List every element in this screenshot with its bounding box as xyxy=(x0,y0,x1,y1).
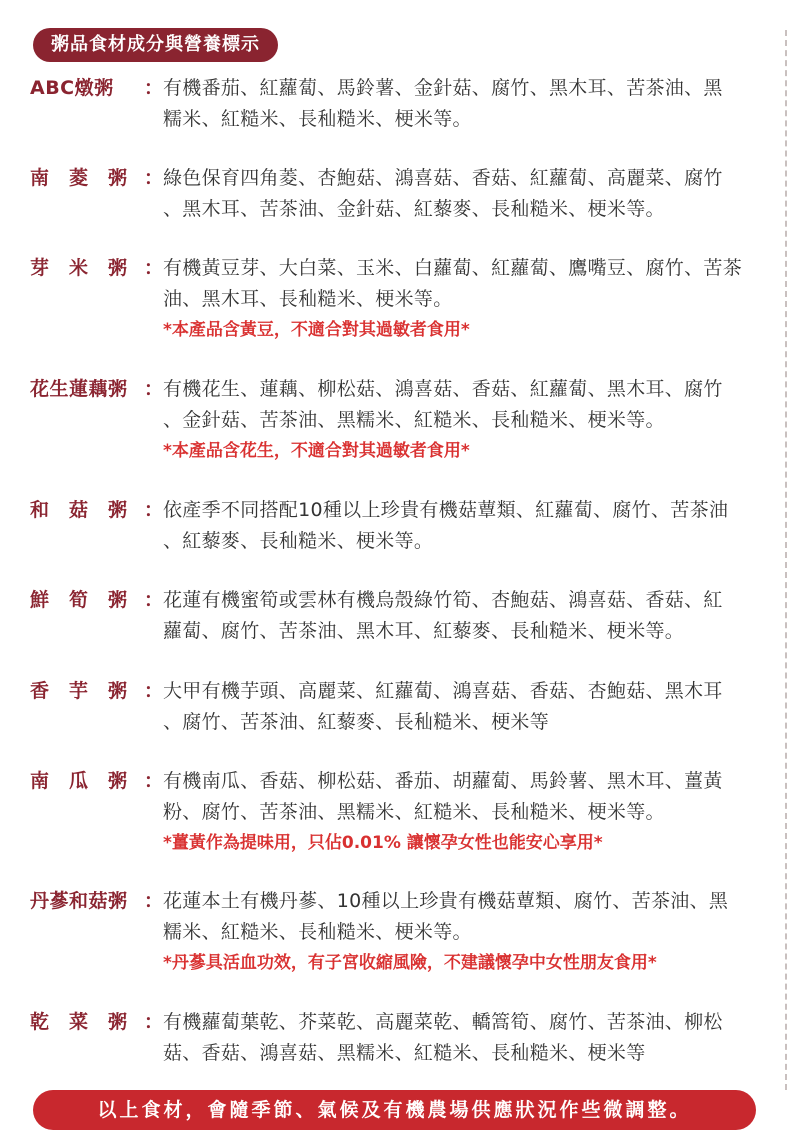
ingredients-line: 依產季不同搭配10種以上珍貴有機菇蕈類、紅蘿蔔、腐竹、苦茶油 xyxy=(163,499,729,521)
ingredients-text xyxy=(163,676,775,738)
porridge-name: 鮮 筍 粥 xyxy=(30,589,128,611)
dashed-border xyxy=(785,30,787,1090)
footer-notice: 以上食材，會隨季節、氣候及有機農場供應狀況作些微調整。 xyxy=(33,1090,756,1130)
name-colon: ： xyxy=(144,77,164,99)
ingredients-text xyxy=(163,253,775,346)
ingredients-line: 有機南瓜、香菇、柳松菇、番茄、胡蘿蔔、馬鈴薯、黑木耳、薑黃 xyxy=(163,770,723,792)
ingredients-text xyxy=(163,585,775,647)
name-colon: ： xyxy=(144,770,164,792)
allergy-note: *丹蔘具活血功效，有子宮收縮風險，不建議懷孕中女性朋友食用* xyxy=(163,953,657,973)
ingredients-line: 花蓮有機蜜筍或雲林有機烏殼綠竹筍、杏鮑菇、鴻喜菇、香菇、紅 xyxy=(163,589,723,611)
ingredients-line: 綠色保育四角菱、杏鮑菇、鴻喜菇、香菇、紅蘿蔔、高麗菜、腐竹 xyxy=(163,167,723,189)
ingredients-line: 、黑木耳、苦茶油、金針菇、紅藜麥、長秈糙米、梗米等。 xyxy=(163,198,665,220)
name-colon: ： xyxy=(144,378,164,400)
porridge-name: 花生蓮藕粥 xyxy=(30,378,128,400)
porridge-name: 芽 米 粥 xyxy=(30,257,128,279)
name-colon: ： xyxy=(144,167,164,189)
ingredients-line: 花蓮本土有機丹蔘、10種以上珍貴有機菇蕈類、腐竹、苦茶油、黑 xyxy=(163,890,729,912)
ingredients-text xyxy=(163,163,775,225)
ingredients-line: 糯米、紅糙米、長秈糙米、梗米等。 xyxy=(163,108,472,130)
allergy-note: *本產品含花生，不適合對其過敏者食用* xyxy=(163,441,470,461)
ingredients-text xyxy=(163,374,775,467)
ingredients-text xyxy=(163,766,775,859)
ingredients-line: 、腐竹、苦茶油、紅藜麥、長秈糙米、梗米等 xyxy=(163,711,550,733)
name-colon: ： xyxy=(144,1011,164,1033)
ingredients-line: 、紅藜麥、長秈糙米、梗米等。 xyxy=(163,530,434,552)
ingredients-text xyxy=(163,1007,775,1069)
porridge-name: ABC燉粥 xyxy=(30,77,114,99)
name-colon: ： xyxy=(144,499,164,521)
ingredients-line: 有機花生、蓮藕、柳松菇、鴻喜菇、香菇、紅蘿蔔、黑木耳、腐竹 xyxy=(163,378,723,400)
section-title: 粥品食材成分與營養標示 xyxy=(33,28,278,62)
porridge-name: 香 芋 粥 xyxy=(30,680,128,702)
allergy-note: *薑黃作為提味用，只佔0.01% 讓懷孕女性也能安心享用* xyxy=(163,833,603,853)
porridge-name: 乾 菜 粥 xyxy=(30,1011,128,1033)
ingredients-line: 有機蘿蔔葉乾、芥菜乾、高麗菜乾、轎篙筍、腐竹、苦茶油、柳松 xyxy=(163,1011,723,1033)
ingredients-line: 有機番茄、紅蘿蔔、馬鈴薯、金針菇、腐竹、黑木耳、苦茶油、黑 xyxy=(163,77,723,99)
ingredients-line: 粉、腐竹、苦茶油、黑糯米、紅糙米、長秈糙米、梗米等。 xyxy=(163,801,665,823)
ingredients-line: 油、黑木耳、長秈糙米、梗米等。 xyxy=(163,288,453,310)
porridge-name: 丹蔘和菇粥 xyxy=(30,890,128,912)
name-colon: ： xyxy=(144,680,164,702)
ingredients-line: 蘿蔔、腐竹、苦茶油、黑木耳、紅藜麥、長秈糙米、梗米等。 xyxy=(163,620,685,642)
ingredients-line: 菇、香菇、鴻喜菇、黑糯米、紅糙米、長秈糙米、梗米等 xyxy=(163,1042,646,1064)
ingredients-line: 、金針菇、苦茶油、黑糯米、紅糙米、長秈糙米、梗米等。 xyxy=(163,409,665,431)
porridge-name: 南 菱 粥 xyxy=(30,167,128,189)
porridge-name: 南 瓜 粥 xyxy=(30,770,128,792)
name-colon: ： xyxy=(144,890,164,912)
ingredients-line: 糯米、紅糙米、長秈糙米、梗米等。 xyxy=(163,921,472,943)
ingredients-text xyxy=(163,73,775,135)
ingredients-text xyxy=(163,495,775,557)
allergy-note: *本產品含黃豆，不適合對其過敏者食用* xyxy=(163,320,470,340)
name-colon: ： xyxy=(144,257,164,279)
porridge-name: 和 菇 粥 xyxy=(30,499,128,521)
name-colon: ： xyxy=(144,589,164,611)
ingredients-line: 大甲有機芋頭、高麗菜、紅蘿蔔、鴻喜菇、香菇、杏鮑菇、黑木耳 xyxy=(163,680,723,702)
ingredients-text xyxy=(163,886,775,979)
ingredients-line: 有機黃豆芽、大白菜、玉米、白蘿蔔、紅蘿蔔、鷹嘴豆、腐竹、苦茶 xyxy=(163,257,743,279)
